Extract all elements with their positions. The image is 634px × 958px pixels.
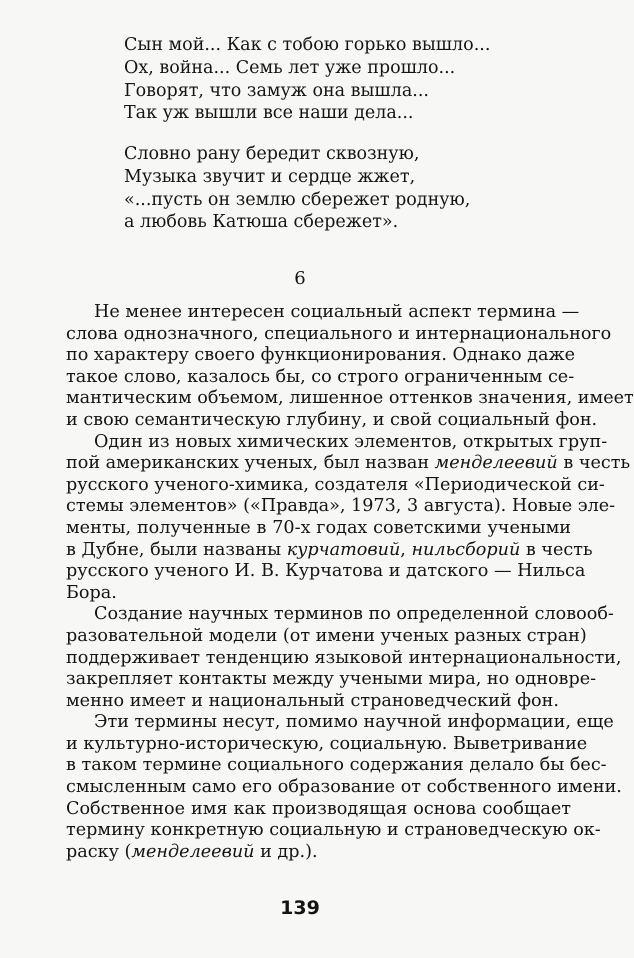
poem-line: Музыка звучит и сердце жжет, — [124, 166, 416, 187]
text-line: русского ученого И. В. Курчатова и датского — Нильса — [66, 561, 586, 582]
poem-stanza-2 — [124, 143, 470, 234]
text-line: пой американских ученых, был назван менделеевий в честь — [66, 453, 631, 474]
text-line: поддерживает тенденцию языковой интернациональности, — [66, 647, 622, 668]
text-line: Один из новых химических элементов, открытых груп- — [94, 431, 608, 452]
text-line: мантическим объемом, лишенное оттенков значения, имеет — [66, 388, 634, 409]
text-line: Создание научных терминов по определенной словооб- — [94, 604, 614, 625]
paragraph-2 — [66, 431, 631, 605]
poem-line: Говорят, что замуж она вышла... — [124, 80, 429, 101]
text-line: слова однозначного, специального и интернационального — [66, 323, 612, 344]
text-line: Эти термины несут, помимо научной информации, еще — [94, 712, 614, 733]
term-mendelevium: менделеевий — [131, 841, 255, 862]
text-line: Бора. — [66, 582, 117, 603]
page-number: 139 — [280, 897, 320, 919]
text-line: в Дубне, были названы курчатовий, нильсборий в честь — [66, 539, 593, 560]
text-line: русского ученого-химика, создателя «Периодической си- — [66, 474, 605, 495]
text-line: смысленным само его образование от собственного имени. — [66, 777, 622, 798]
term-kurchatovium: курчатовий — [286, 539, 401, 560]
text-line: стемы элементов» («Правда», 1973, 3 августа). Новые эле- — [66, 496, 616, 517]
poem-line: а любовь Катюша сбережет». — [124, 212, 399, 233]
section-number: 6 — [294, 268, 306, 289]
text-line: по характеру своего функционирования. Однако даже — [66, 345, 576, 366]
text-line: Не менее интересен социальный аспект термина — — [94, 302, 580, 322]
text-line: менты, полученные в 70-х годах советскими учеными — [66, 517, 571, 538]
term-nielsbohrium: нильсборий — [411, 539, 521, 560]
poem-line: Так уж вышли все наши дела... — [124, 103, 414, 124]
poem-line: «...пусть он землю сбережет родную, — [124, 189, 471, 210]
paragraph-1 — [66, 302, 634, 432]
poem-line: Сын мой... Как с тобою горько вышло... — [124, 35, 491, 55]
text-line: менно имеет и национальный страноведческий фон. — [66, 690, 559, 711]
poem-line: Словно рану бередит сквозную, — [124, 144, 420, 164]
term-mendelevium: менделеевий — [434, 453, 558, 474]
text-line: термину конкретную социальную и страноведческую ок- — [66, 820, 601, 841]
paragraph-3 — [66, 604, 622, 712]
poem-stanza-1 — [124, 34, 490, 125]
text-line: разовательной модели (от имени ученых разных стран) — [66, 625, 587, 646]
text-line: такое слово, казалось бы, со строго ограниченным се- — [66, 366, 575, 387]
text-line: в таком термине социального содержания делало бы бес- — [66, 755, 607, 776]
text-line: и культурно-историческую, социальную. Выветривание — [66, 733, 588, 754]
body-text — [66, 302, 634, 863]
text-line: закрепляет контакты между учеными мира, но одновре- — [66, 669, 597, 690]
text-line: и свою семантическую глубину, и свой социальный фон. — [66, 409, 598, 430]
paragraph-4 — [66, 712, 622, 863]
poem-line: Ох, война... Семь лет уже прошло... — [124, 57, 456, 78]
text-line: Собственное имя как производящая основа сообщает — [66, 798, 571, 819]
text-line: раску (менделеевий и др.). — [66, 841, 318, 862]
